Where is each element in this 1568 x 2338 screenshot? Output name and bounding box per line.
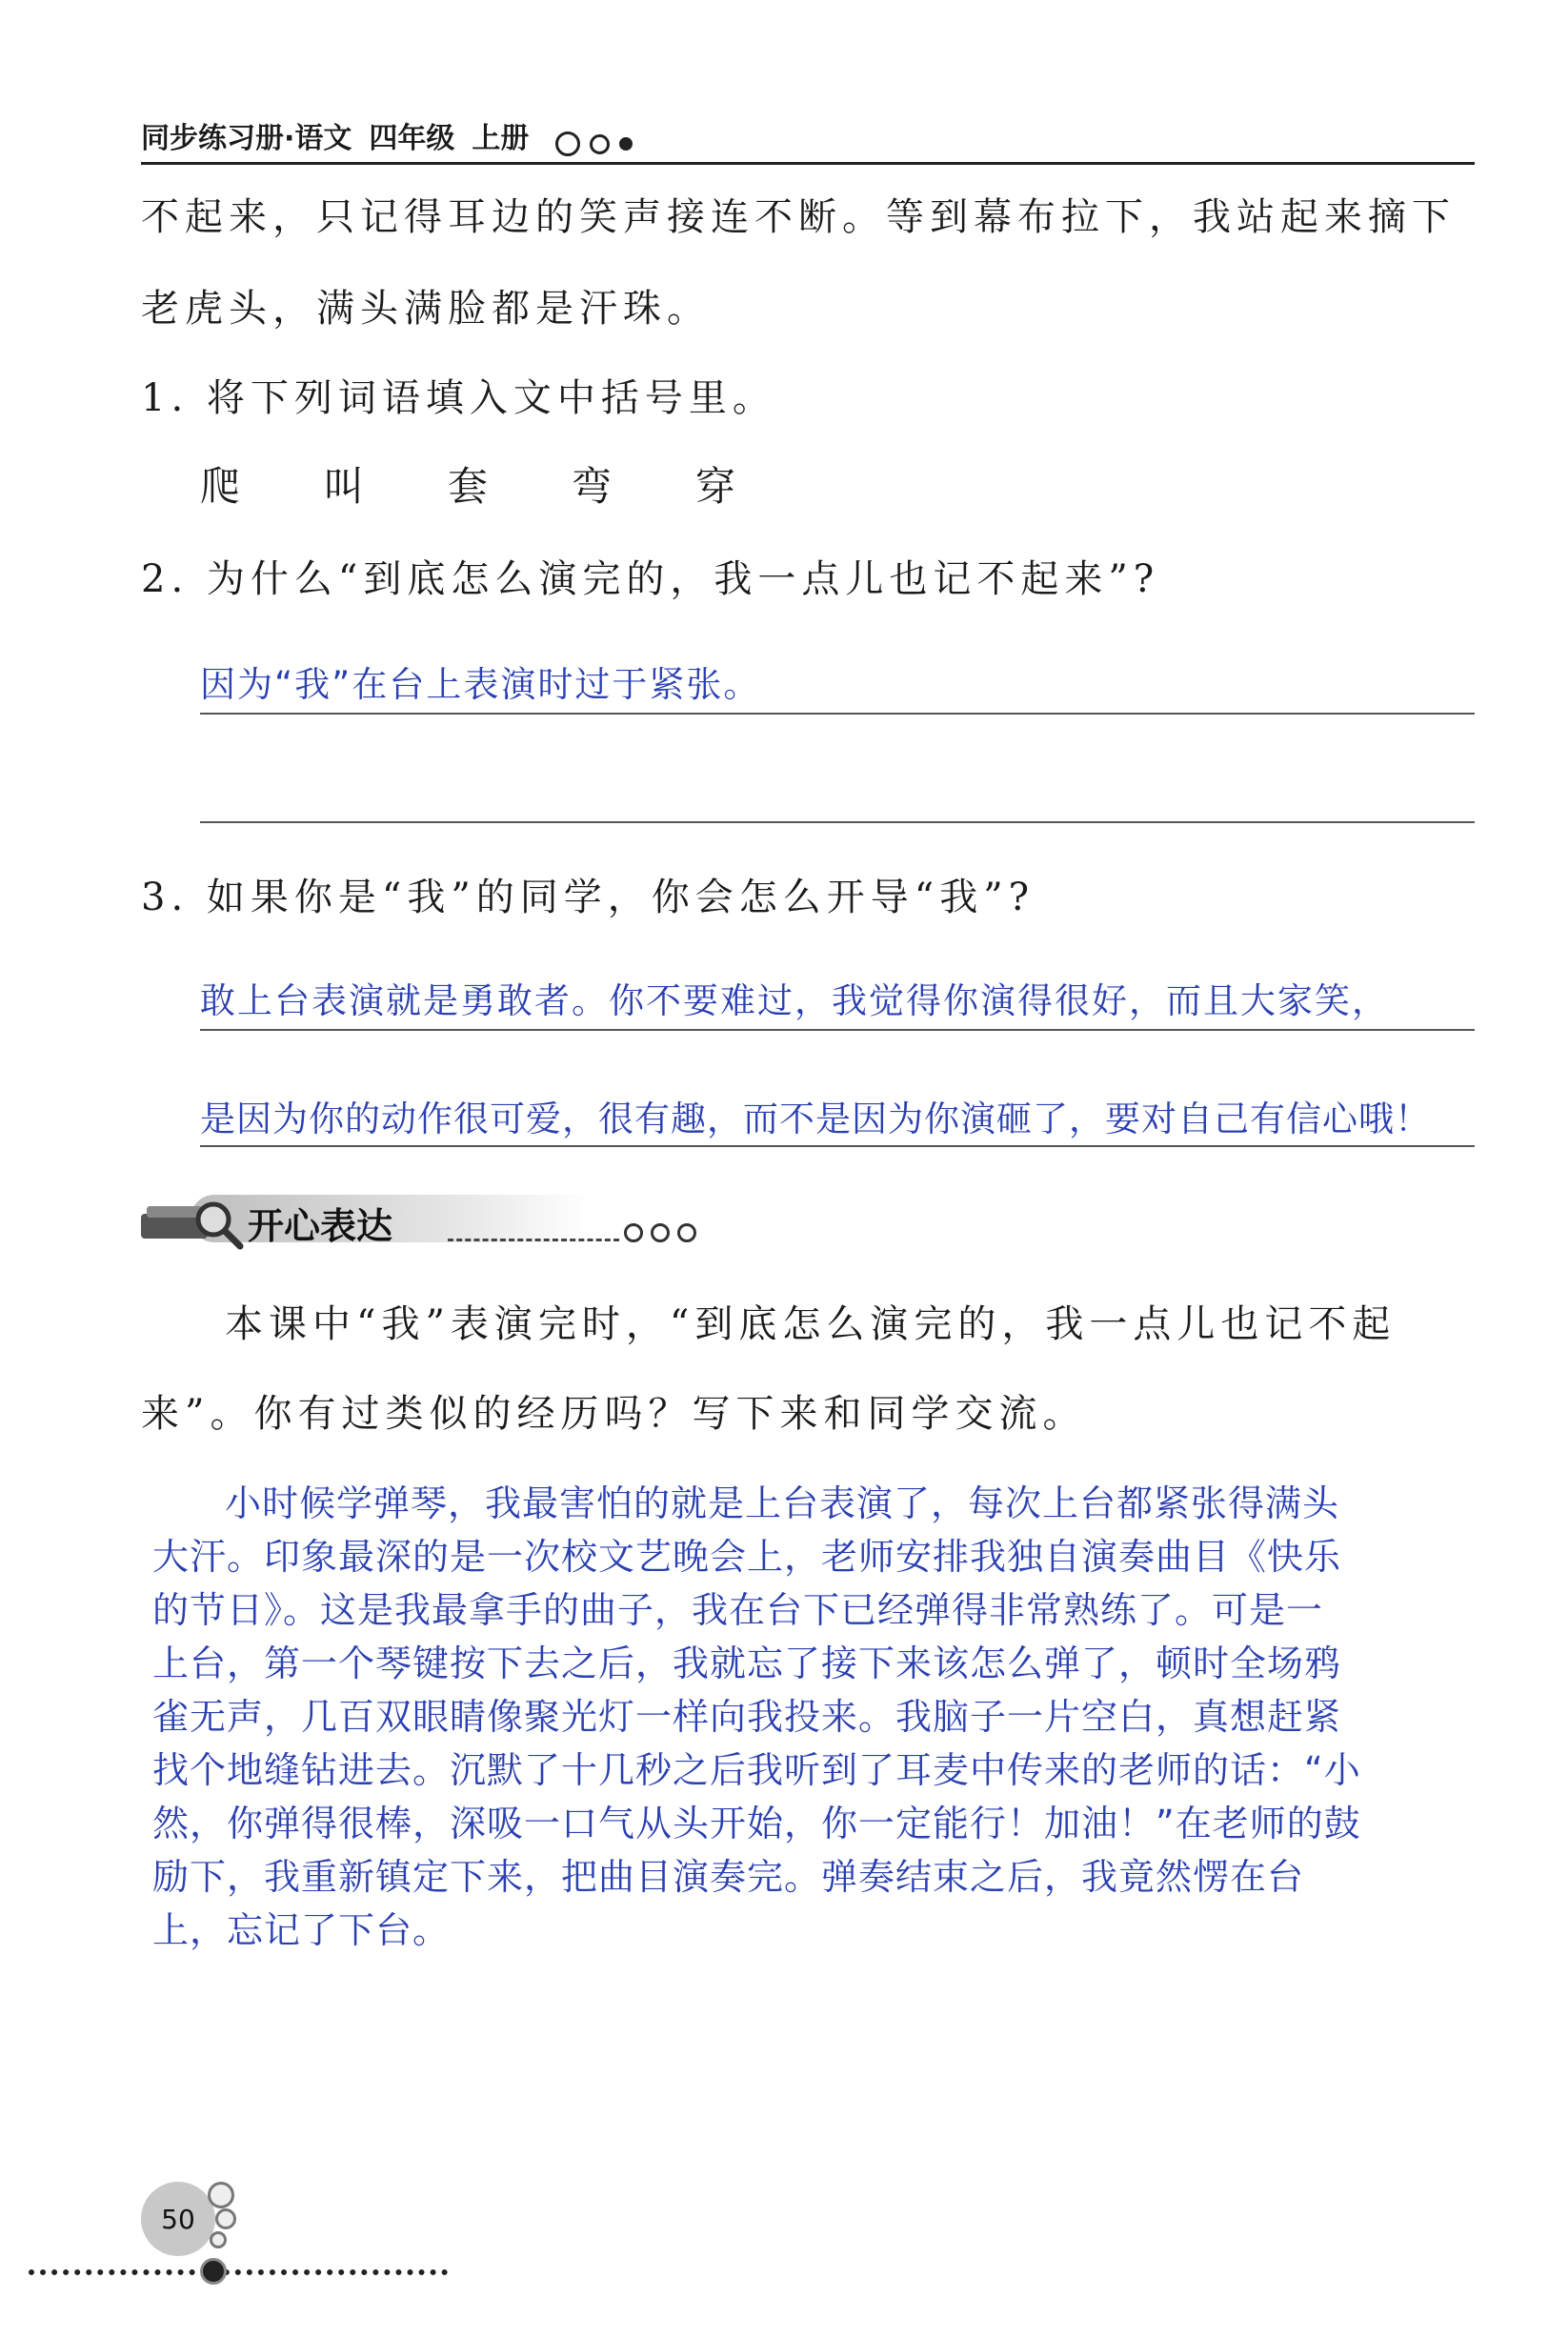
section-title: 开心表达: [248, 1205, 393, 1247]
passage-line-2: 老虎头，满头满脸都是汗珠。: [141, 287, 711, 331]
answer-line: [200, 1145, 1475, 1147]
answer-2[interactable]: 因为“我”在台上表演时过于紧张。: [200, 664, 761, 705]
decor-bubble-icon: [210, 2231, 227, 2248]
word-item: 爬: [200, 463, 241, 510]
footer-dot-icon: [200, 2258, 227, 2285]
page-header: [141, 112, 1475, 165]
answer-line: [200, 821, 1475, 823]
grade-label: 四年级: [369, 122, 455, 155]
word-item: 套: [448, 463, 489, 510]
essay-line: 然，你弹得很棒，深吸一口气从头开始，你一定能行！加油！”在老师的鼓: [152, 1803, 1361, 1844]
word-bank: [200, 455, 819, 513]
question-3: 3. 如果你是“我”的同学，你会怎么开导“我”?: [141, 876, 1035, 919]
essay-line: 小时候学弹琴，我最害怕的就是上台表演了，每次上台都紧张得满头: [225, 1482, 1340, 1524]
prompt-line-2: 来”。你有过类似的经历吗？写下来和同学交流。: [141, 1392, 1087, 1436]
passage-line-1: 不起来，只记得耳边的笑声接连不断。等到幕布拉下，我站起来摘下: [141, 195, 1456, 239]
footer-dotted-line: [29, 2269, 448, 2275]
decor-bubble-icon: [208, 2182, 234, 2208]
question-2: 2. 为什么“到底怎么演完的，我一点儿也记不起来”?: [141, 557, 1160, 601]
header-circles-icon: [555, 131, 633, 156]
banner-dashes: [448, 1239, 619, 1241]
section-banner: [133, 1181, 686, 1258]
question-1: 1. 将下列词语填入文中括号里。: [141, 376, 776, 420]
answer-3-line-2[interactable]: 是因为你的动作很可爱，很有趣，而不是因为你演砸了，要对自己有信心哦！: [200, 1098, 1431, 1139]
essay-line: 上，忘记了下台。: [152, 1909, 451, 1951]
answer-line: [200, 1029, 1475, 1031]
essay-answer[interactable]: [152, 1477, 1448, 1957]
essay-line: 上台，第一个琴键按下去之后，我就忘了接下来该怎么弹了，顿时全场鸦: [152, 1643, 1342, 1684]
book-magnifier-icon: [133, 1185, 248, 1252]
page-number: 50: [141, 2182, 215, 2256]
essay-line: 找个地缝钻进去。沉默了十几秒之后我听到了耳麦中传来的老师的话：“小: [152, 1749, 1361, 1791]
answer-line: [200, 713, 1475, 715]
decor-bubble-icon: [215, 2208, 236, 2229]
word-item: 穿: [695, 463, 736, 510]
banner-dots-icon: [624, 1223, 696, 1242]
word-item: 叫: [324, 463, 365, 510]
essay-line: 雀无声，几百双眼睛像聚光灯一样向我投来。我脑子一片空白，真想赶紧: [152, 1696, 1342, 1738]
book-title: 同步练习册·语文: [141, 122, 352, 155]
answer-3-line-1[interactable]: 敢上台表演就是勇敢者。你不要难过，我觉得你演得很好，而且大家笑，: [200, 980, 1389, 1021]
prompt-line-1: 本课中“我”表演完时，“到底怎么演完的，我一点儿也记不起: [225, 1302, 1397, 1346]
word-item: 弯: [572, 463, 613, 510]
essay-line: 大汗。印象最深的是一次校文艺晚会上，老师安排我独自演奏曲目《快乐: [152, 1536, 1342, 1578]
essay-line: 励下，我重新镇定下来，把曲目演奏完。弹奏结束之后，我竟然愣在台: [152, 1856, 1305, 1898]
volume-label: 上册: [472, 122, 530, 155]
essay-line: 的节日》。这是我最拿手的曲子，我在台下已经弹得非常熟练了。可是一: [152, 1589, 1324, 1631]
